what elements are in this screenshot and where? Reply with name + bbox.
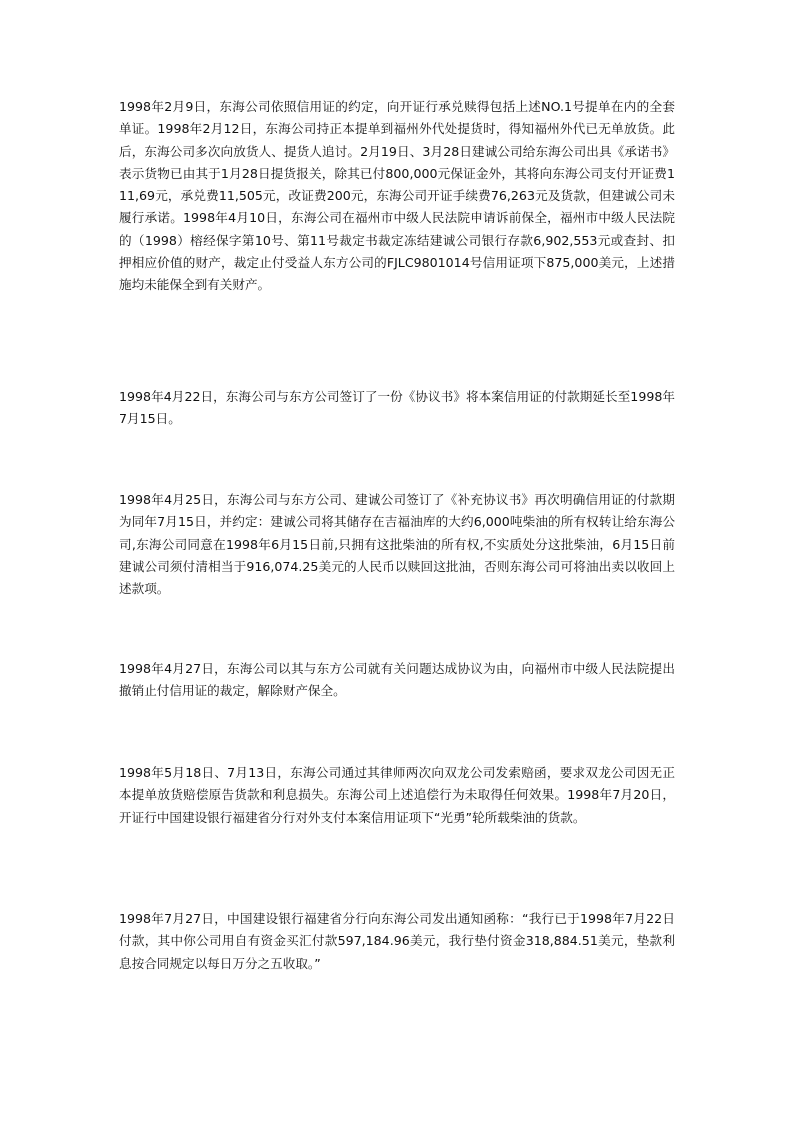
paragraph-revoke-stop-payment: 1998年4月27日，东海公司以其与东方公司就有关问题达成协议为由，向福州市中级人民法院提出撤销止付信用证的裁定，解除财产保全。 (119, 661, 675, 699)
paragraph-agreement-extension: 1998年4月22日，东海公司与东方公司签订了一份《协议书》将本案信用证的付款期延长至1998年7月15日。 (119, 389, 675, 427)
paragraph-letter-of-credit-redemption: 1998年2月9日，东海公司依照信用证的约定，向开证行承兑赎得包括上述NO.1号提单在内的全套单证。1998年2月12日，东海公司持正本提单到福州外代处提货时，得知福州外代已无单放货。此后，东海公司多次向放货人、提货人追讨。2月19日、3月28日建诚公司给东海公司出具《承诺书》表示货物已由其于1月28日提货报关，除其已付800,000元保证金外，其将向东海公司支付开证费111,69元，承兑费11,505元，改证费200元，东海公司开证手续费76,263元及货款，但建诚公司未履行承诺。1998年4月10日，东海公司在福州市中级人民法院申请诉前保全，福州市中级人民法院的（1998）榕经保字第10号、第11号裁定书裁定冻结建诚公司银行存款6,902,553元或查封、扣押相应价值的财产，裁定止付受益人东方公司的FJLC9801014号信用证项下875,000美元，上述措施均未能保全到有关财产。 (119, 99, 675, 293)
paragraph-supplementary-agreement: 1998年4月25日，东海公司与东方公司、建诚公司签订了《补充协议书》再次明确信用证的付款期为同年7月15日，并约定：建诚公司将其储存在吉福油库的大约6,000吨柴油的所有权转让给东海公司,东海公司同意在1998年6月15日前,只拥有这批柴油的所有权,不实质处分这批柴油，6月15日前建诚公司须付清相当于916,074.25美元的人民币以赎回这批油，否则东海公司可将油出卖以收回上述款项。 (119, 492, 675, 597)
paragraph-claim-letters: 1998年5月18日、7月13日，东海公司通过其律师两次向双龙公司发索赔函，要求双龙公司因无正本提单放货赔偿原告货款和利息损失。东海公司上述追偿行为未取得任何效果。1998年7月20日，开证行中国建设银行福建省分行对外支付本案信用证项下“光勇”轮所载柴油的货款。 (119, 765, 675, 825)
paragraph-bank-notice: 1998年7月27日，中国建设银行福建省分行向东海公司发出通知函称：“我行已于1998年7月22日付款，其中你公司用自有资金买汇付款597,184.96美元，我行垫付资金318,884.51美元，垫款利息按合同规定以每日万分之五收取。” (119, 911, 675, 971)
